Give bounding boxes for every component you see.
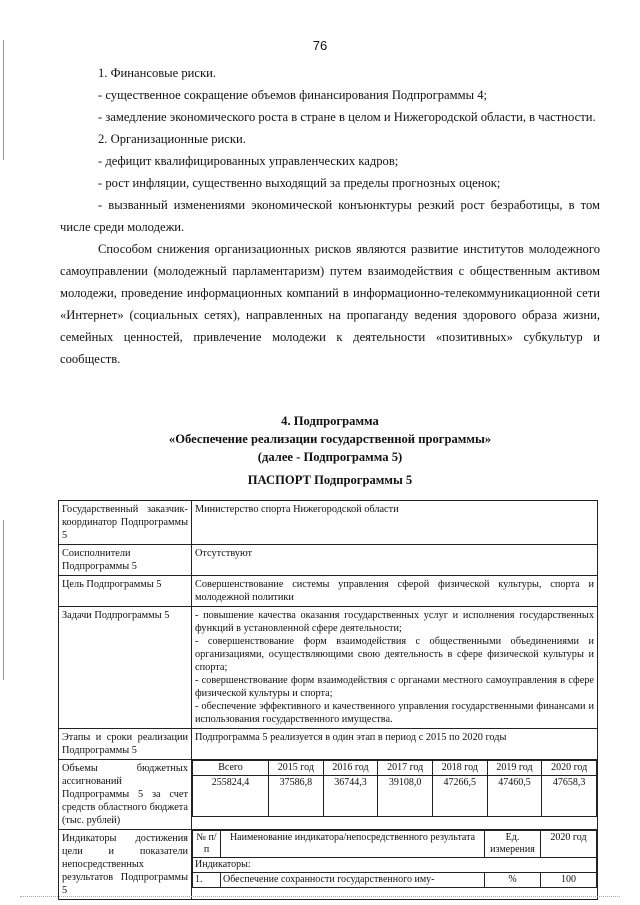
budget-value: 39108,0 bbox=[378, 776, 433, 817]
budget-label: Объемы бюджетных ассигнований Подпрограммы 5 за счет средств областного бюджета (тыс. рублей) bbox=[59, 760, 192, 830]
budget-value: 255824,4 bbox=[193, 776, 269, 817]
indicator-header: 2020 год bbox=[541, 831, 597, 858]
indicator-number: 1. bbox=[193, 873, 221, 888]
indicator-unit: % bbox=[485, 873, 541, 888]
table-row bbox=[59, 545, 598, 576]
indicator-value: 100 bbox=[541, 873, 597, 888]
table-row bbox=[59, 830, 598, 900]
tasks-value bbox=[192, 607, 598, 729]
task-item: - обеспечение эффективного и качественного управления государственными финансами и использования государственного имущества. bbox=[195, 701, 594, 725]
budget-header: 2015 год bbox=[269, 761, 324, 776]
tasks-label: Задачи Подпрограммы 5 bbox=[59, 607, 192, 729]
budget-header-row bbox=[193, 761, 597, 776]
paragraph: - существенное сокращение объемов финансирования Подпрограммы 4; bbox=[98, 88, 487, 102]
customer-label: Государственный заказчик-координатор Подпрограммы 5 bbox=[59, 501, 192, 545]
passport-title: ПАСПОРТ Подпрограммы 5 bbox=[247, 473, 413, 487]
indicator-header: Ед. измерения bbox=[485, 831, 541, 858]
paragraph: 1. Финансовые риски. bbox=[98, 66, 217, 80]
indicators-cell bbox=[192, 830, 598, 900]
coexecutors-label: Соисполнители Подпрограммы 5 bbox=[59, 545, 192, 576]
indicators-label: Индикаторы достижения цели и показатели непосредственных результатов Подпрограммы 5 bbox=[59, 830, 192, 900]
goal-value: Совершенствование системы управления сферой физической культуры, спорта и молодежной политики bbox=[192, 576, 598, 607]
table-row bbox=[59, 576, 598, 607]
paragraph: - рост инфляции, существенно выходящий за пределы прогнозных оценок; bbox=[98, 176, 501, 190]
indicators-table bbox=[192, 830, 597, 888]
table-row bbox=[59, 760, 598, 830]
scan-margin-mark bbox=[3, 520, 4, 680]
budget-cell bbox=[192, 760, 598, 830]
section-heading-line: 4. Подпрограмма bbox=[281, 414, 379, 428]
indicators-section-row bbox=[193, 858, 597, 873]
table-row bbox=[193, 873, 597, 888]
risks-text bbox=[60, 62, 600, 370]
budget-header: 2016 год bbox=[323, 761, 378, 776]
indicators-section: Индикаторы: bbox=[193, 858, 597, 873]
budget-value: 47266,5 bbox=[432, 776, 487, 817]
budget-header: 2017 год bbox=[378, 761, 433, 776]
budget-header: 2019 год bbox=[487, 761, 542, 776]
scan-margin-mark bbox=[3, 40, 4, 160]
goal-label: Цель Подпрограммы 5 bbox=[59, 576, 192, 607]
paragraph: - замедление экономического роста в стране в целом и Нижегородской области, в частности. bbox=[98, 110, 596, 124]
indicator-header: № п/п bbox=[193, 831, 221, 858]
budget-header: 2020 год bbox=[542, 761, 597, 776]
indicators-header-row bbox=[193, 831, 597, 858]
budget-values-row bbox=[193, 776, 597, 817]
budget-table bbox=[192, 760, 597, 817]
paragraph: - вызванный изменениями экономической конъюнктуры резкий рост безработицы, в том числе среди молодежи. bbox=[60, 198, 600, 234]
passport-table bbox=[58, 500, 598, 900]
paragraph: 2. Организационные риски. bbox=[98, 132, 246, 146]
customer-value: Министерство спорта Нижегородской области bbox=[192, 501, 598, 545]
table-row bbox=[59, 607, 598, 729]
budget-header: 2018 год bbox=[432, 761, 487, 776]
section-heading-line: (далее - Подпрограмма 5) bbox=[257, 450, 403, 464]
section-heading bbox=[60, 412, 600, 466]
stages-value: Подпрограмма 5 реализуется в один этап в период с 2015 по 2020 годы bbox=[192, 729, 598, 760]
paragraph: Способом снижения организационных рисков являются развитие институтов молодежного самоуправлении (молодежный парламентаризм) путем взаимодействия с общественным активом молодежи, проведение информационных компаний в информационно-телекоммуникационной сети «Интернет» (социальных сетях), направленных на пропаганду ведения здорового образа жизни, семейных ценностей, привлечение молодежи к деятельности «позитивных» субкультур и сообществ. bbox=[60, 242, 600, 366]
paragraph: - дефицит квалифицированных управленческих кадров; bbox=[98, 154, 399, 168]
budget-value: 47658,3 bbox=[542, 776, 597, 817]
indicator-name: Обеспечение сохранности государственного иму- bbox=[221, 873, 485, 888]
table-row bbox=[59, 729, 598, 760]
budget-value: 37586,8 bbox=[269, 776, 324, 817]
scan-bottom-edge bbox=[20, 896, 620, 899]
task-item: - совершенствование форм взаимодействия с общественными объединениями и организациями, осуществляющими свою деятельность в сфере физической культуры и спорта; bbox=[195, 636, 594, 673]
indicator-header: Наименование индикатора/непосредственного результата bbox=[221, 831, 485, 858]
budget-value: 36744,3 bbox=[323, 776, 378, 817]
budget-value: 47460,5 bbox=[487, 776, 542, 817]
task-item: - совершенствование форм взаимодействия с органами местного самоуправления в сфере физической культуры и спорта; bbox=[195, 675, 594, 699]
table-row bbox=[59, 501, 598, 545]
section-heading-line: «Обеспечение реализации государственной программы» bbox=[168, 432, 492, 446]
stages-label: Этапы и сроки реализации Подпрограммы 5 bbox=[59, 729, 192, 760]
coexecutors-value: Отсутствуют bbox=[192, 545, 598, 576]
task-item: - повышение качества оказания государственных услуг и исполнения государственных функций в установленной сфере деятельности; bbox=[195, 610, 594, 634]
page-number: 76 bbox=[312, 38, 328, 53]
budget-header: Всего bbox=[193, 761, 269, 776]
